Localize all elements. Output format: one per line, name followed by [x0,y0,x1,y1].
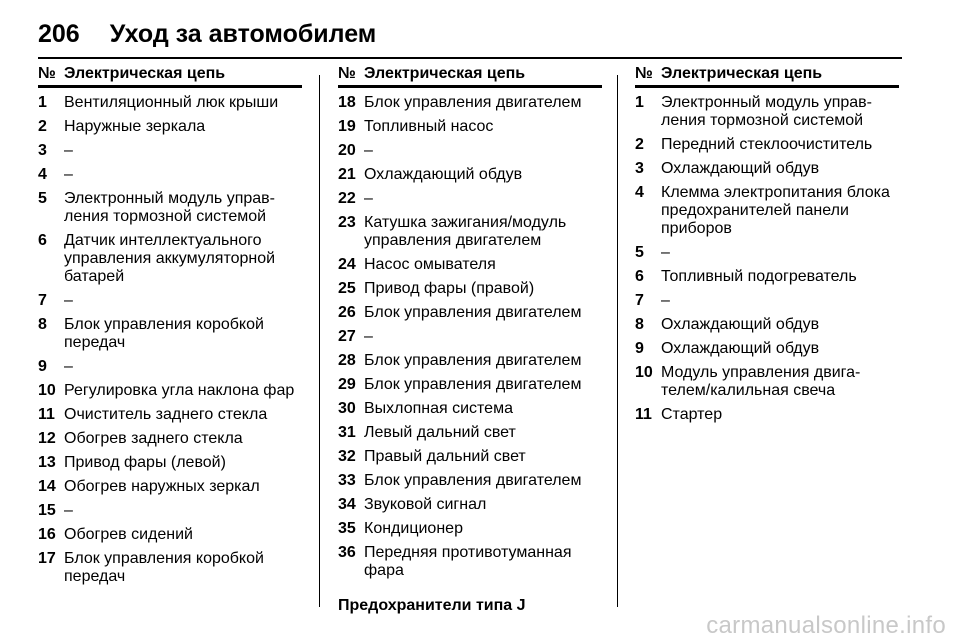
circuit-description: Передний стеклоочиститель [661,136,873,153]
circuit-description: Привод фары (левой) [64,454,226,471]
fuse-row [38,478,302,496]
fuse-number: 21 [338,166,356,183]
fuse-row [38,292,302,310]
header-number-sign: № [635,65,653,82]
fuse-table-column-2 [338,64,602,616]
fuse-number: 7 [635,292,644,309]
fuse-row [38,550,302,586]
fuse-row [38,454,302,472]
circuit-description: Обогрев сидений [64,526,193,543]
fuse-number: 10 [38,382,56,399]
fuse-number: 34 [338,496,356,513]
fuse-row [338,166,602,184]
fuse-number: 8 [38,316,47,333]
fuse-number: 10 [635,364,653,381]
fuse-number: 36 [338,544,356,561]
fuse-row [38,430,302,448]
circuit-description: Звуковой сигнал [364,496,487,513]
circuit-description: Датчик интеллектуального управления аккумуляторной батарей [64,232,276,285]
fuse-number: 17 [38,550,56,567]
circuit-description: – [364,190,373,207]
fuse-row [338,328,602,346]
fuse-number: 1 [635,94,644,111]
fuse-row [635,406,899,424]
circuit-description: Блок управления двигателем [364,376,582,393]
fuse-row [338,472,602,490]
fuse-number: 4 [38,166,47,183]
fuse-table-column-3 [635,64,899,424]
fuse-number: 8 [635,316,644,333]
circuit-description: Блок управления двигателем [364,472,582,489]
fuse-number: 6 [38,232,47,249]
fuse-number: 27 [338,328,356,345]
fuse-type-j-heading: Предохранители типа J [338,597,526,614]
fuse-row [338,448,602,466]
fuse-rows [635,94,899,424]
header-circuit: Электрическая цепь [64,65,226,82]
fuse-row [338,352,602,370]
fuse-row [635,244,899,262]
column-divider [617,75,618,607]
fuse-number: 28 [338,352,356,369]
fuse-number: 24 [338,256,356,273]
circuit-description: Вентиляционный люк крыши [64,94,279,111]
fuse-number: 14 [38,478,56,495]
circuit-description: – [64,292,73,309]
fuse-number: 2 [635,136,644,153]
fuse-row [38,190,302,226]
fuse-row [38,142,302,160]
watermark: carmanualsonline.info [706,612,946,639]
fuse-row [338,496,602,514]
circuit-description: Топливный насос [364,118,494,135]
fuse-number: 3 [38,142,47,159]
circuit-description: Правый дальний свет [364,448,526,465]
fuse-row [338,376,602,394]
fuse-number: 11 [635,406,652,423]
fuse-row [338,304,602,322]
fuse-row [635,268,899,286]
table-header [338,64,602,88]
fuse-number: 23 [338,214,356,231]
header-rule [38,57,902,59]
fuse-row [635,184,899,238]
fuse-number: 25 [338,280,356,297]
circuit-description: Блок управления коробкой передач [64,550,264,585]
page-title: Уход за автомобилем [109,19,377,48]
fuse-row [38,316,302,352]
circuit-description: Электронный модуль управ- ления тормозной системой [64,190,275,225]
circuit-description: Блок управления коробкой передач [64,316,264,351]
fuse-number: 31 [338,424,356,441]
fuse-number: 3 [635,160,644,177]
page-number: 206 [38,19,80,48]
circuit-description: Стартер [661,406,723,423]
circuit-description: – [64,166,73,183]
fuse-number: 19 [338,118,356,135]
circuit-description: Модуль управления двига- телем/калильная свеча [661,364,861,399]
circuit-description: Передняя противотуманная фара [364,544,572,579]
circuit-description: Охлаждающий обдув [661,316,820,333]
fuse-number: 30 [338,400,356,417]
circuit-description: Блок управления двигателем [364,94,582,111]
header-number-sign: № [338,65,356,82]
fuse-number: 9 [635,340,644,357]
fuse-row [338,280,602,298]
fuse-number: 15 [38,502,56,519]
header-number-sign: № [38,65,56,82]
fuse-number: 29 [338,376,356,393]
fuse-number: 18 [338,94,356,111]
fuse-row [635,292,899,310]
circuit-description: – [64,142,73,159]
fuse-row [338,214,602,250]
fuse-number: 6 [635,268,644,285]
fuse-row [338,520,602,538]
header-circuit: Электрическая цепь [364,65,526,82]
fuse-row [38,382,302,400]
fuse-number: 4 [635,184,644,201]
fuse-row [635,340,899,358]
circuit-description: Топливный подогреватель [661,268,857,285]
fuse-row [338,142,602,160]
fuse-row [338,94,602,112]
fuse-row [635,316,899,334]
fuse-number: 12 [38,430,56,447]
table-header [635,64,899,88]
column-divider [319,75,320,607]
fuse-number: 26 [338,304,356,321]
fuse-row [38,406,302,424]
circuit-description: – [64,358,73,375]
page-header [38,14,376,54]
fuse-number: 11 [38,406,55,423]
fuse-row [338,424,602,442]
circuit-description: – [661,244,670,261]
circuit-description: Обогрев заднего стекла [64,430,243,447]
circuit-description: Наружные зеркала [64,118,206,135]
circuit-description: – [64,502,73,519]
fuse-row [38,118,302,136]
circuit-description: Охлаждающий обдув [661,160,820,177]
fuse-number: 2 [38,118,47,135]
header-circuit: Электрическая цепь [661,65,823,82]
fuse-row [38,232,302,286]
table-header [38,64,302,88]
fuse-row [635,364,899,400]
circuit-description: Насос омывателя [364,256,496,273]
fuse-row [38,526,302,544]
circuit-description: Очиститель заднего стекла [64,406,268,423]
fuse-row [338,118,602,136]
fuse-number: 32 [338,448,356,465]
fuse-number: 1 [38,94,47,111]
fuse-row [635,160,899,178]
circuit-description: Регулировка угла наклона фар [64,382,295,399]
fuse-number: 33 [338,472,356,489]
fuse-row [338,190,602,208]
circuit-description: Кондиционер [364,520,463,537]
fuse-row [38,502,302,520]
circuit-description: Блок управления двигателем [364,352,582,369]
circuit-description: Левый дальний свет [364,424,516,441]
circuit-description: – [364,328,373,345]
circuit-description: Блок управления двигателем [364,304,582,321]
circuit-description: Клемма электропитания блока предохранителей панели приборов [661,184,890,237]
circuit-description: Охлаждающий обдув [364,166,523,183]
fuse-number: 5 [38,190,47,207]
fuse-row [38,94,302,112]
fuse-row [38,358,302,376]
circuit-description: – [364,142,373,159]
fuse-number: 16 [38,526,56,543]
circuit-description: Катушка зажигания/модуль управления двигателем [364,214,567,249]
fuse-number: 5 [635,244,644,261]
fuse-number: 13 [38,454,56,471]
fuse-number: 20 [338,142,356,159]
fuse-rows [338,94,602,580]
fuse-row [338,400,602,418]
fuse-row [38,166,302,184]
fuse-row [635,94,899,130]
fuse-number: 22 [338,190,356,207]
fuse-table-column-1 [38,64,302,586]
circuit-description: Выхлопная система [364,400,513,417]
circuit-description: Обогрев наружных зеркал [64,478,260,495]
fuse-number: 7 [38,292,47,309]
fuse-number: 9 [38,358,47,375]
fuse-number: 35 [338,520,356,537]
circuit-description: Привод фары (правой) [364,280,535,297]
fuse-rows [38,94,302,586]
fuse-row [338,544,602,580]
fuse-row [635,136,899,154]
circuit-description: – [661,292,670,309]
circuit-description: Электронный модуль управ- ления тормозной системой [661,94,872,129]
circuit-description: Охлаждающий обдув [661,340,820,357]
fuse-row [338,256,602,274]
